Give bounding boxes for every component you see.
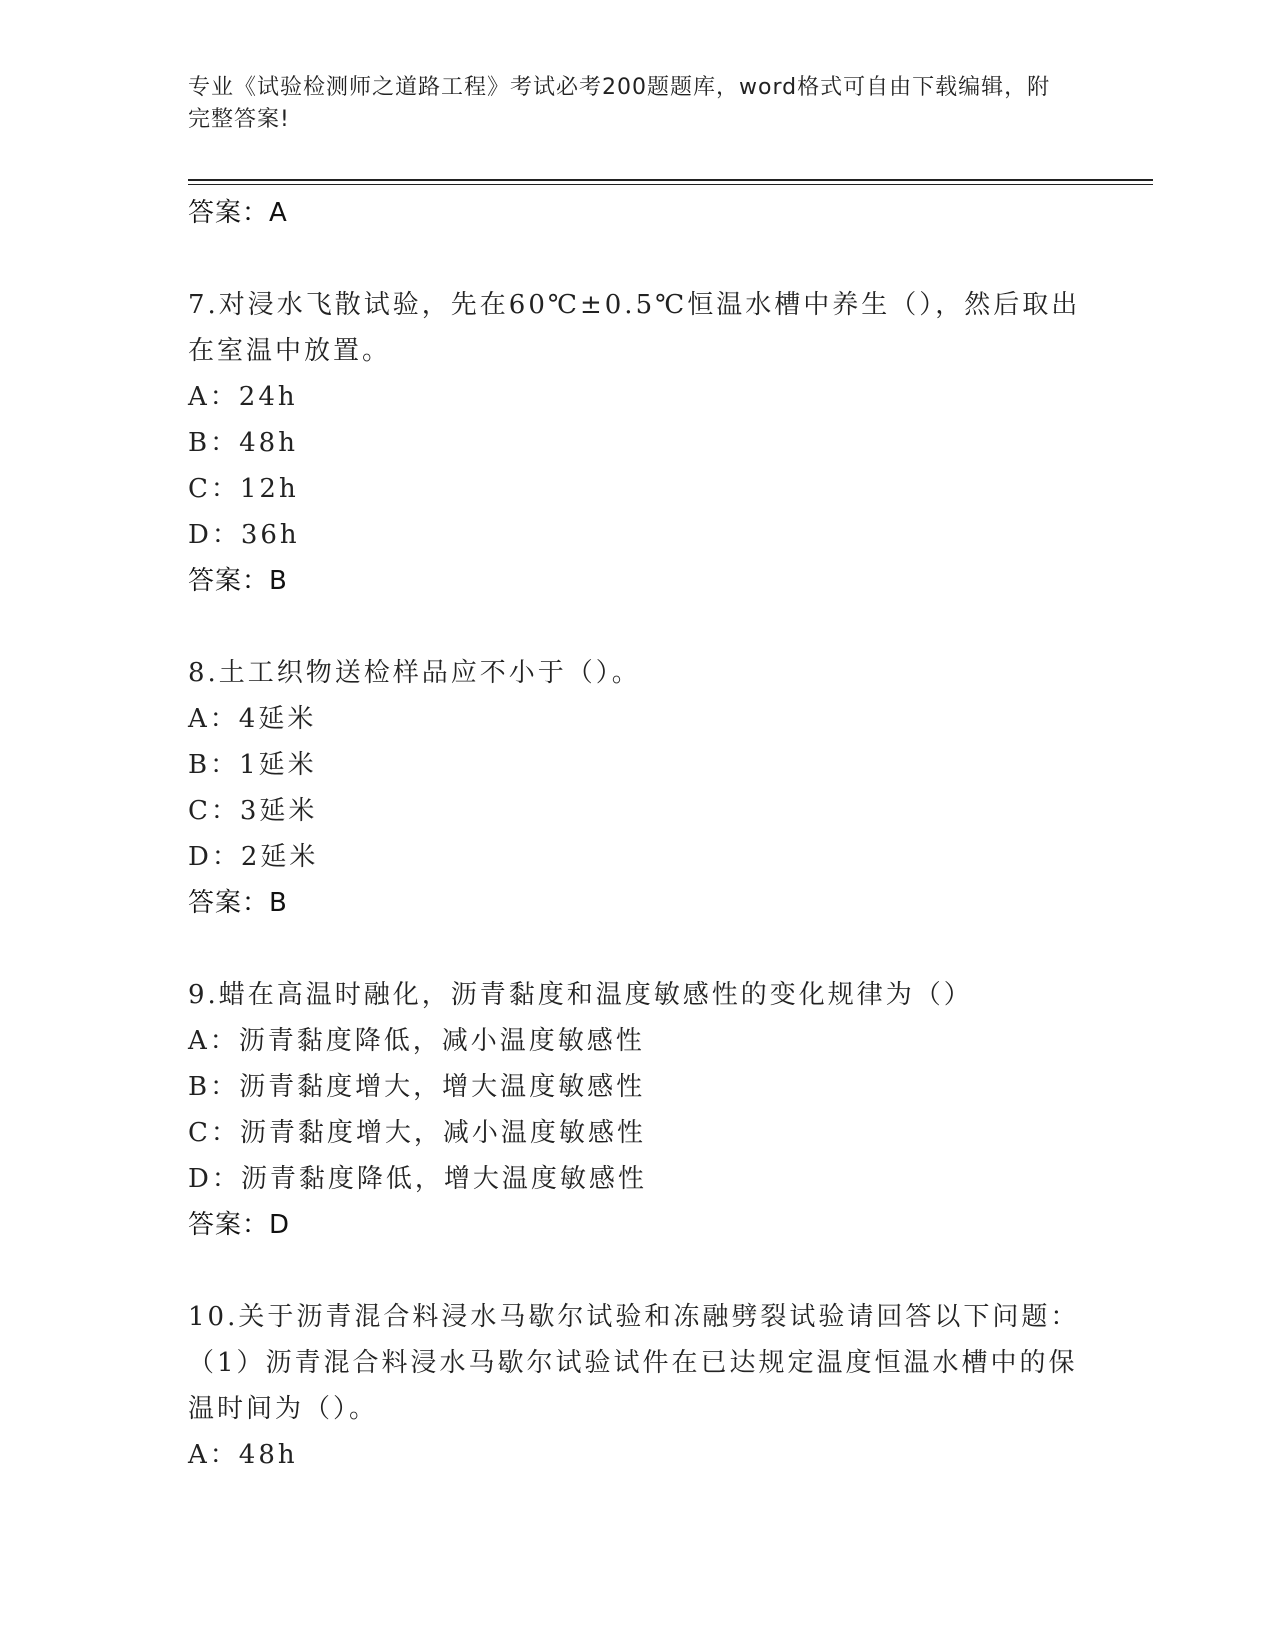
answer-label: 答案：B bbox=[188, 888, 288, 918]
question-item bbox=[188, 972, 1088, 1248]
option-d: D：36h bbox=[188, 520, 300, 550]
option-c: C：12h bbox=[188, 474, 299, 504]
question-list bbox=[188, 190, 1088, 1478]
answer-label: 答案：B bbox=[188, 566, 288, 596]
option-b: B：沥青黏度增大，增大温度敏感性 bbox=[188, 1072, 646, 1102]
header-divider-thick bbox=[188, 179, 1153, 181]
option-b: B：48h bbox=[188, 428, 298, 458]
option-c: C：3延米 bbox=[188, 796, 318, 826]
question-item bbox=[188, 1294, 1088, 1478]
question-stem: 7.对浸水飞散试验，先在60℃±0.5℃恒温水槽中养生（），然后取出在室温中放置。 bbox=[188, 290, 1081, 366]
question-stem: 9.蜡在高温时融化，沥青黏度和温度敏感性的变化规律为（） bbox=[188, 980, 973, 1010]
header-divider-thin bbox=[188, 184, 1153, 185]
previous-answer: 答案：A bbox=[188, 198, 288, 228]
option-a: A：4延米 bbox=[188, 704, 317, 734]
option-b: B：1延米 bbox=[188, 750, 317, 780]
answer-label: 答案：D bbox=[188, 1210, 291, 1240]
option-d: D：沥青黏度降低，增大温度敏感性 bbox=[188, 1164, 647, 1194]
option-d: D：2延米 bbox=[188, 842, 319, 872]
question-item bbox=[188, 650, 1088, 926]
document-header: 专业《试验检测师之道路工程》考试必考200题题库，word格式可自由下载编辑，附完整答案! bbox=[188, 75, 1051, 132]
option-c: C：沥青黏度增大，减小温度敏感性 bbox=[188, 1118, 646, 1148]
option-a: A：沥青黏度降低，减小温度敏感性 bbox=[188, 1026, 645, 1056]
question-stem: 10.关于沥青混合料浸水马歇尔试验和冻融劈裂试验请回答以下问题：（1）沥青混合料浸水马歇尔试验试件在已达规定温度恒温水槽中的保温时间为（）。 bbox=[188, 1302, 1080, 1424]
option-a: A：24h bbox=[188, 382, 298, 412]
question-stem: 8.土工织物送检样品应不小于（）。 bbox=[188, 658, 641, 688]
question-item bbox=[188, 282, 1088, 604]
option-a: A：48h bbox=[188, 1440, 298, 1470]
